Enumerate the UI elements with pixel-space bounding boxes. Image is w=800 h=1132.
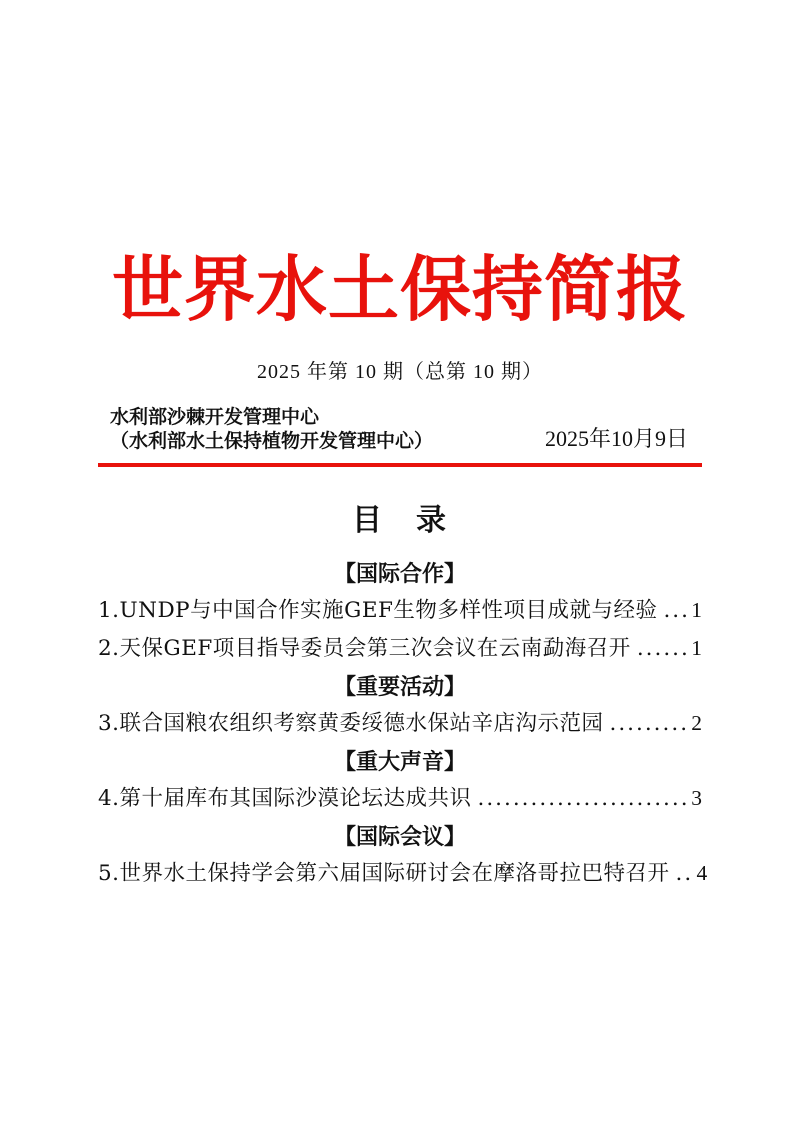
toc-section-header-international-cooperation: 【国际合作】 bbox=[333, 560, 466, 587]
toc-entry bbox=[98, 858, 708, 889]
toc-dot-leader bbox=[676, 859, 694, 889]
toc-entry-label: 2.天保GEF项目指导委员会第三次会议在云南勐海召开 bbox=[98, 635, 631, 661]
toc-page-number: 1 bbox=[691, 597, 702, 622]
toc-section-header-major-voices: 【重大声音】 bbox=[333, 748, 466, 775]
toc-page-number: 1 bbox=[691, 635, 702, 660]
toc-page-number: 3 bbox=[691, 785, 702, 810]
toc-page-number: 4 bbox=[696, 860, 708, 885]
table-of-contents bbox=[98, 560, 708, 889]
toc-entry-label: 3.联合国粮农组织考察黄委绥德水保站辛店沟示范园 bbox=[98, 710, 604, 736]
toc-section-header-international-conferences: 【国际会议】 bbox=[333, 823, 466, 850]
toc-entry bbox=[98, 595, 702, 626]
issue-line: 2025 年第 10 期（总第 10 期） bbox=[257, 360, 543, 383]
toc-dot-leader bbox=[478, 784, 689, 814]
toc-dot-leader bbox=[663, 596, 688, 626]
toc-entry-label: 4.第十届库布其国际沙漠论坛达成共识 bbox=[98, 785, 472, 811]
publication-date: 2025年10月9日 bbox=[544, 425, 688, 451]
page-content bbox=[98, 0, 708, 889]
toc-dot-leader bbox=[637, 634, 688, 664]
toc-entry bbox=[98, 783, 702, 814]
toc-entry-label: 5.世界水土保持学会第六届国际研讨会在摩洛哥拉巴特召开 bbox=[98, 860, 670, 886]
bulletin-title: 世界水土保持简报 bbox=[111, 247, 688, 331]
masthead-divider-rule bbox=[98, 463, 702, 467]
toc-section-header-important-activities: 【重要活动】 bbox=[333, 673, 466, 700]
toc-dot-leader bbox=[610, 709, 689, 739]
toc-page-number: 2 bbox=[691, 710, 702, 735]
publisher-alt-name: （水利部水土保持植物开发管理中心） bbox=[110, 430, 434, 452]
toc-entry-label: 1.UNDP与中国合作实施GEF生物多样性项目成就与经验 bbox=[98, 597, 658, 623]
toc-title: 目 录 bbox=[352, 503, 448, 537]
publisher-name: 水利部沙棘开发管理中心 bbox=[110, 406, 320, 428]
publisher-block bbox=[98, 406, 433, 454]
toc-entry bbox=[98, 708, 702, 739]
toc-entry bbox=[98, 633, 702, 664]
publisher-row bbox=[98, 406, 702, 454]
